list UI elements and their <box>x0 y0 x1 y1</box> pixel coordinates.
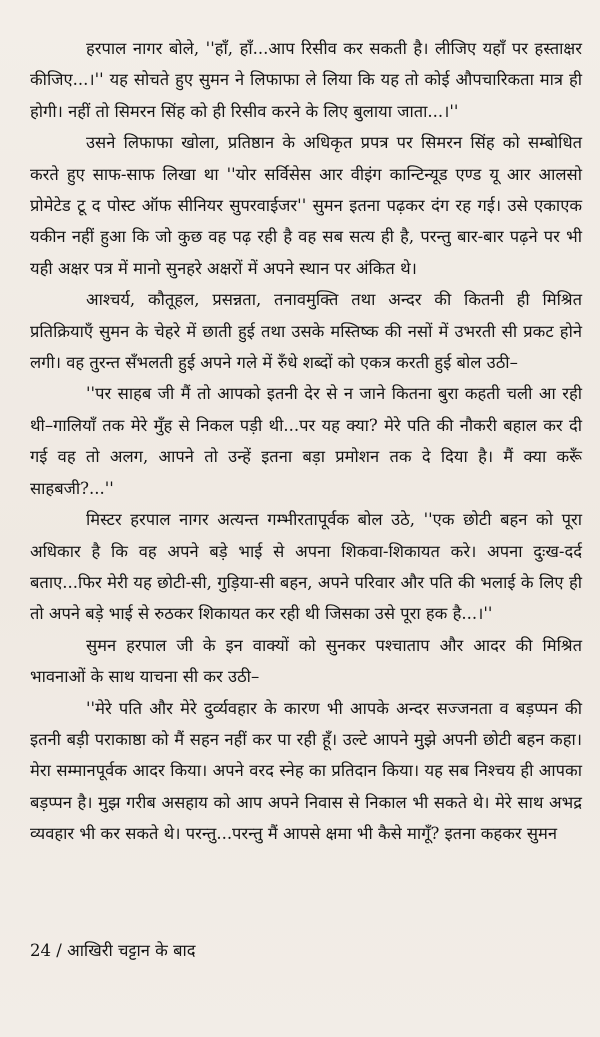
page-footer <box>30 937 196 965</box>
paragraph-6: सुमन हरपाल जी के इन वाक्यों को सुनकर पश्चाताप और आदर की मिश्रित भावनाओं के साथ याचना सी कर उठी– <box>30 635 582 687</box>
paragraph-2: उसने लिफाफा खोला, प्रतिष्ठान के अधिकृत प्रपत्र पर सिमरन सिंह को सम्बोधित करते हुए साफ-साफ लिखा था ''योर सर्विसेस आर वीइंग कान्टिन्यूड एण्ड यू आर आलसो प्रोमेटेड टू द पोस्ट ऑफ सीनियर सुपरवाईजर'' सुमन इतना पढ़कर दंग रह गई। उसे एकाएक यकीन नहीं हुआ कि जो कुछ वह पढ़ रही है वह सब सत्य ही है, परन्तु बार-बार पढ़ने पर भी यही अक्षर पत्र में मानो सुनहरे अक्षरों में अपने स्थान पर अंकित थे। <box>30 133 582 278</box>
paragraph-3: आश्चर्य, कौतूहल, प्रसन्नता, तनावमुक्ति तथा अन्दर की कितनी ही मिश्रित प्रतिक्रियाएँ सुमन के चेहरे में छाती हुई तथा उसके मस्तिष्क की नसों में उभरती सी प्रकट होने लगी। वह तुरन्त सँभलती हुई अपने गले में रुँधे शब्दों को एकत्र करती हुई बोल उठी– <box>30 290 582 373</box>
page-number: 24 <box>30 941 51 960</box>
paragraph-4: ''पर साहब जी मैं तो आपको इतनी देर से न जाने कितना बुरा कहती चली आ रही थी–गालियाँ तक मेरे मुँह से निकल पड़ी थी...पर यह क्या? मेरे पति की नौकरी बहाल कर दी गई वह तो अलग, आपने तो उन्हें इतना बड़ा प्रमोशन तक दे दिया है। मैं क्या करूँ साहबजी?...'' <box>30 384 582 498</box>
book-title: आखिरी चट्टान के बाद <box>67 941 196 960</box>
paragraph-7: ''मेरे पति और मेरे दुर्व्यवहार के कारण भी आपके अन्दर सज्जनता व बड़प्पन की इतनी बड़ी पराकाष्ठा को मैं सहन नहीं कर पा रही हूँ। उल्टे आपने मुझे अपनी छोटी बहन कहा। मेरा सम्मानपूर्वक आदर किया। अपने वरद स्नेह का प्रतिदान किया। यह सब निश्चय ही आपका बड़प्पन है। मुझ गरीब असहाय को आप अपने निवास से निकाल भी सकते थे। मेरे साथ अभद्र व्यवहार भी कर सकते थे। परन्तु...परन्तु मैं आपसे क्षमा भी कैसे मागूँ? इतना कहकर सुमन <box>30 698 582 844</box>
paragraph-1: हरपाल नागर बोले, ''हाँ, हाँ...आप रिसीव कर सकती है। लीजिए यहाँ पर हस्ताक्षर कीजिए...।'' यह सोचते हुए सुमन ने लिफाफा ले लिया कि यह तो कोई औपचारिकता मात्र ही होगी। नहीं तो सिमरन सिंह को ही रिसीव करने के लिए बुलाया जाता...।'' <box>30 39 582 121</box>
footer-separator: / <box>56 941 62 960</box>
paragraph-5: मिस्टर हरपाल नागर अत्यन्त गम्भीरतापूर्वक बोल उठे, ''एक छोटी बहन को पूरा अधिकार है कि वह अपने बड़े भाई से अपना शिकवा-शिकायत करे। अपना दुःख-दर्द बताए...फिर मेरी यह छोटी-सी, गुड़िया-सी बहन, अपने परिवार और पति की भलाई के लिए ही तो अपने बड़े भाई से रुठकर शिकायत कर रही थी जिसका उसे पूरा हक है...।'' <box>30 510 582 624</box>
body-text <box>30 33 582 850</box>
